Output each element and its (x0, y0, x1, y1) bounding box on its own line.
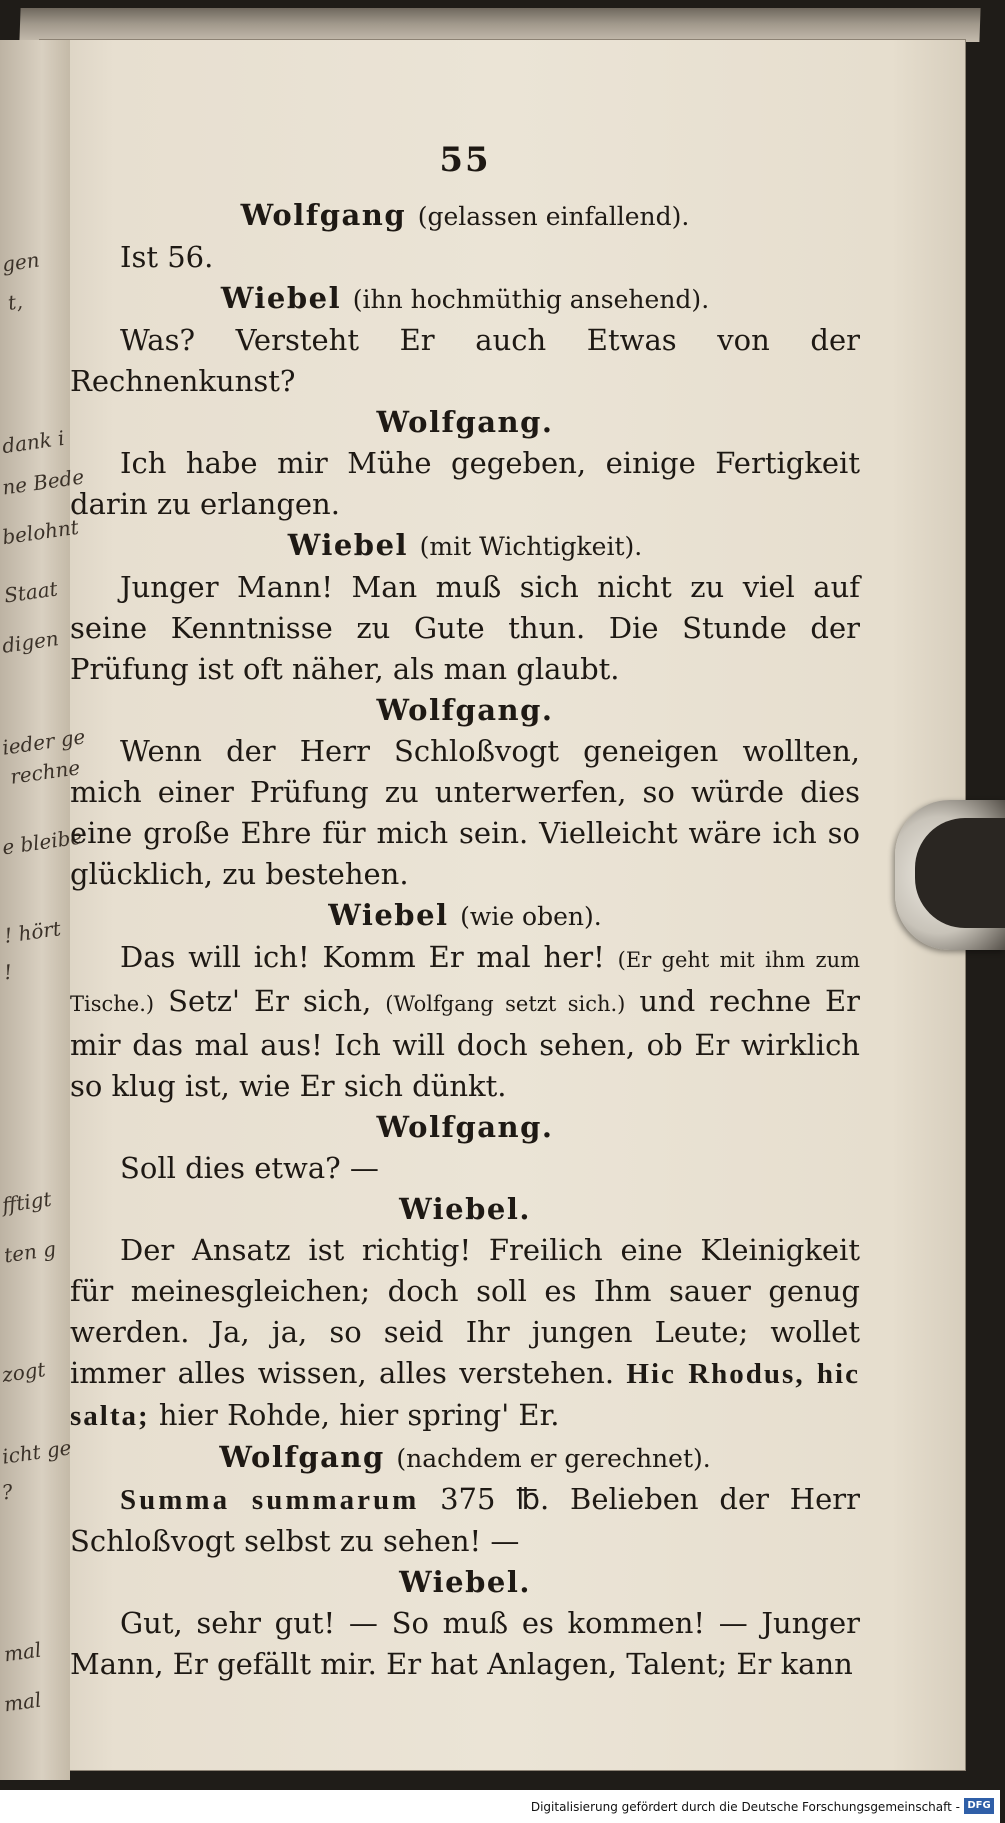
page-text (70, 140, 860, 1685)
margin-fragment: gen (0, 247, 42, 277)
margin-fragment: e bleibe (0, 824, 84, 860)
margin-fragment: fftigt (0, 1186, 53, 1218)
latin-phrase: Summa summarum (120, 1484, 420, 1516)
stage-direction: (wie oben). (460, 902, 602, 931)
latin-phrase: Hic Rhodus, hic salta; (70, 1358, 860, 1432)
speaker-name: Wolfgang. (376, 693, 554, 727)
margin-fragment: ! hört (2, 916, 63, 948)
speaker-heading (70, 1562, 860, 1603)
speaker-heading (70, 895, 860, 937)
margin-fragment: belohnt (0, 514, 81, 550)
stage-direction: (nachdem er gerechnet). (396, 1444, 711, 1473)
speaker-name: Wolfgang. (376, 1110, 554, 1144)
speaker-name: Wiebel. (399, 1192, 531, 1226)
speaker-name: Wiebel (220, 281, 342, 315)
inline-stage-direction: (Wolfgang setzt sich.) (385, 992, 626, 1016)
dialogue-paragraph (70, 1230, 860, 1437)
speaker-heading (70, 1437, 860, 1479)
stage-direction: (gelassen einfallend). (417, 202, 690, 231)
speaker-name: Wolfgang (240, 198, 407, 232)
speaker-name: Wiebel (287, 528, 409, 562)
dialogue-text: Setz' Er sich, (168, 984, 372, 1018)
dialogue-paragraph (70, 1479, 860, 1562)
speaker-heading (70, 525, 860, 567)
stage-direction: (ihn hochmüthig ansehend). (352, 285, 710, 314)
dialogue-paragraph (70, 937, 860, 1107)
footer-credit: Digitalisierung gefördert durch die Deutsche Forschungsgemeinschaft - (530, 1800, 960, 1814)
margin-fragment: t, (6, 289, 25, 315)
speaker-heading (70, 1107, 860, 1148)
speaker-heading (70, 690, 860, 731)
book-clip (895, 800, 1005, 950)
speaker-heading (70, 195, 860, 237)
margin-fragment: Staat (2, 576, 60, 608)
inline-stage-direction: (Er geht mit ihm zum Tische.) (70, 948, 861, 1016)
speaker-heading (70, 1189, 860, 1230)
dialogue-text: 375 ℔. Belieben der Herr Schloßvogt selbst zu sehen! — (70, 1482, 860, 1558)
speaker-heading (70, 278, 860, 320)
margin-fragment: ten g (2, 1236, 58, 1268)
speaker-name: Wiebel (328, 898, 449, 932)
dfg-logo: DFG (964, 1798, 994, 1814)
speaker-name: Wolfgang (219, 1440, 385, 1474)
speaker-heading (70, 402, 860, 443)
digitization-footer (0, 1790, 1000, 1823)
stage-direction: (mit Wichtigkeit). (419, 532, 643, 561)
speaker-name: Wiebel. (399, 1565, 531, 1599)
margin-fragment: zogt (0, 1357, 47, 1387)
margin-fragment: ! (2, 959, 14, 985)
margin-fragment: dank i (0, 425, 66, 459)
dialogue-paragraph: Ich habe mir Mühe gegeben, einige Fertigkeit darin zu erlangen. (70, 446, 860, 521)
margin-fragment: mal (2, 1637, 43, 1667)
dialogue-paragraph: Ist 56. (120, 240, 214, 274)
margin-fragment: ieder ge (0, 724, 87, 760)
margin-fragment: mal (2, 1687, 43, 1717)
page-top-edge (19, 8, 980, 42)
margin-fragment: ? (0, 1479, 15, 1505)
dialogue-text: Das will ich! Komm Er mal her! (120, 940, 605, 974)
margin-fragment: digen (0, 626, 61, 658)
margin-fragment: rechne (8, 755, 82, 789)
dialogue-paragraph: Soll dies etwa? — (120, 1151, 379, 1185)
page-number: 55 (439, 140, 491, 180)
left-page-margin (0, 40, 87, 1780)
dialogue-paragraph: Gut, sehr gut! — So muß es kommen! — Junger Mann, Er gefällt mir. Er hat Anlagen, Talent; Er kann (70, 1606, 860, 1681)
margin-fragment: ne Bede (0, 464, 86, 500)
dialogue-text: Der Ansatz ist richtig! Freilich eine Kleinigkeit für meinesgleichen; doch soll es Ihm sauer genug werden. Ja, ja, so seid Ihr jungen Leute; wollet immer alles wissen, alles verstehen. (70, 1233, 860, 1390)
dialogue-paragraph: Was? Versteht Er auch Etwas von der Rechnenkunst? (70, 323, 860, 398)
dialogue-paragraph: Wenn der Herr Schloßvogt geneigen wollten, mich einer Prüfung zu unterwerfen, so würde dies eine große Ehre für mich sein. Vielleicht wäre ich so glücklich, zu bestehen. (70, 734, 860, 891)
speaker-name: Wolfgang. (376, 405, 554, 439)
dialogue-text: hier Rohde, hier spring' Er. (158, 1398, 560, 1432)
dialogue-text: und rechne Er mir das mal aus! Ich will doch sehen, ob Er wirklich so klug ist, wie Er sich dünkt. (70, 984, 861, 1103)
margin-fragment: icht ge (0, 1435, 73, 1469)
dialogue-paragraph: Junger Mann! Man muß sich nicht zu viel auf seine Kenntnisse zu Gute thun. Die Stunde der Prüfung ist oft näher, als man glaubt. (70, 570, 860, 686)
